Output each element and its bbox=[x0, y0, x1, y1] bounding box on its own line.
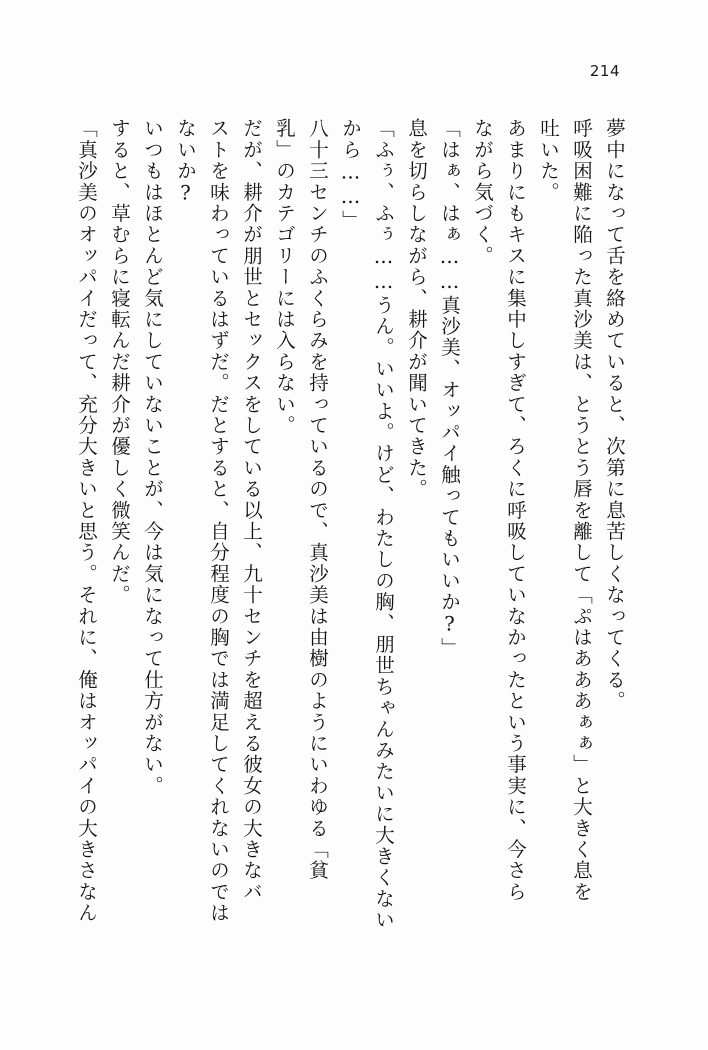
text-column: ストを味わっているはずだ。だとすると、自分程度の胸では満足してくれないのでは bbox=[207, 118, 230, 924]
text-column: あまりにもキスに集中しすぎて、ろくに呼吸していなかったという事実に、今さら bbox=[504, 118, 527, 903]
text-column: いつもはほとんど気にしていないことが、今は気になって仕方がない。 bbox=[141, 118, 164, 797]
text-column: 夢中になって舌を絡めていると、次第に息苦しくなってくる。 bbox=[603, 118, 626, 712]
text-column: 八十三センチのふくらみを持っているので、真沙美は由樹のようにいわゆる「貧 bbox=[306, 118, 329, 882]
vertical-text-block bbox=[75, 118, 626, 963]
text-column: 吐いた。 bbox=[537, 118, 560, 203]
page-number: 214 bbox=[589, 62, 620, 80]
text-column: ながら気づく。 bbox=[471, 118, 494, 267]
text-column: から……」 bbox=[339, 118, 362, 231]
text-column: 「ふぅ、ふぅ……うん。いいよ。けど、わたしの胸、朋世ちゃんみたいに大きくない bbox=[372, 118, 395, 931]
text-column: だが、耕介が朋世とセックスをしている以上、九十センチを超える彼女の大きなバ bbox=[240, 118, 263, 903]
text-column: 呼吸困難に陥った真沙美は、とうとう唇を離して「ぷはあああぁぁ」と大きく息を bbox=[570, 118, 593, 903]
text-column: 乳」のカテゴリーには入らない。 bbox=[273, 118, 296, 436]
text-column: 「真沙美のオッパイだって、充分大きいと思う。それに、俺はオッパイの大きさなん bbox=[75, 118, 98, 924]
text-column: ないか? bbox=[174, 118, 197, 207]
text-column: 「はぁ、はぁ……真沙美、オッパイ触ってもいいか?」 bbox=[438, 118, 461, 659]
text-column: すると、草むらに寝転んだ耕介が優しく微笑んだ。 bbox=[108, 118, 131, 606]
text-column: 息を切らしながら、耕介が聞いてきた。 bbox=[405, 118, 428, 500]
